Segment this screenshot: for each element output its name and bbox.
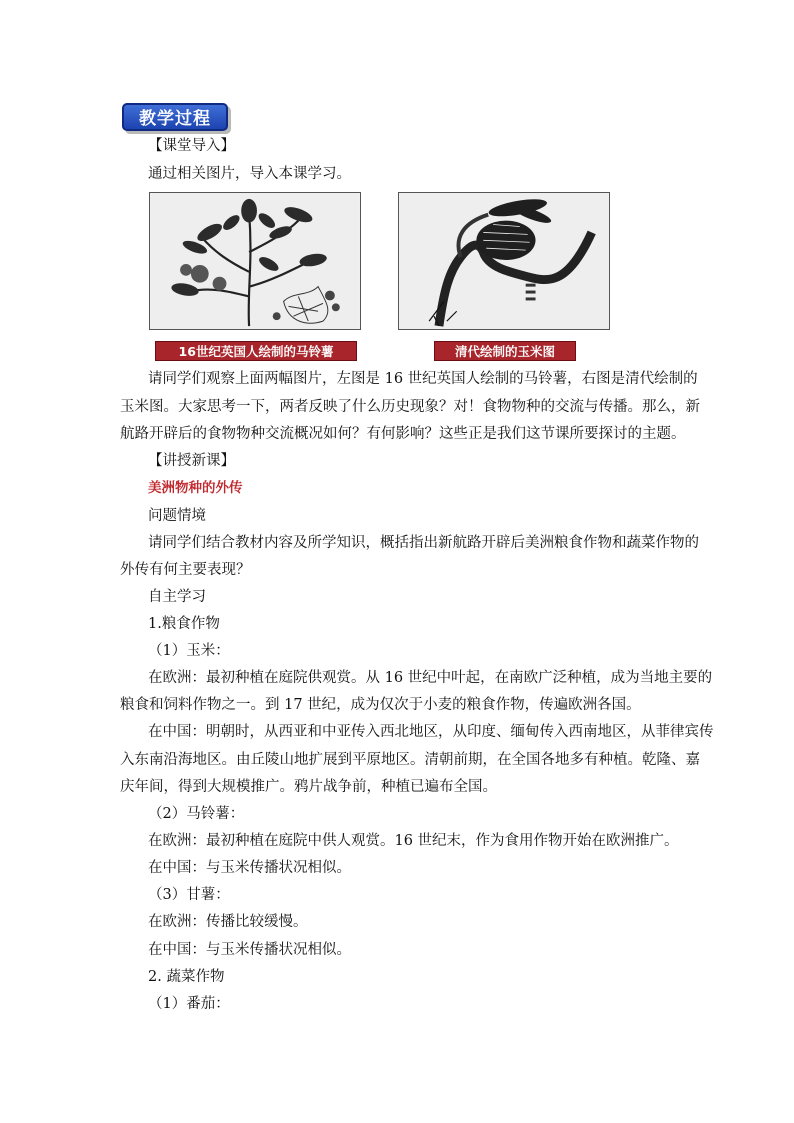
corn-label: （1）玉米： <box>148 643 230 659</box>
potato-plant-image <box>150 193 360 329</box>
intro-heading: 【课堂导入】 <box>148 138 235 154</box>
corn-illustration <box>398 192 610 330</box>
problem-text-line: 请同学们结合教材内容及所学知识，概括指出新航路开辟后美洲粮食作物和蔬菜作物的 <box>148 535 699 551</box>
self-study-label: 自主学习 <box>148 589 206 605</box>
corn-europe-line: 在欧洲：最初种植在庭院供观赏。从 16 世纪中叶起，在南欧广泛种植，成为当地主要的 <box>148 670 713 686</box>
tomato-label: （1）番茄： <box>148 996 230 1012</box>
sweet-potato-label: （3）甘薯： <box>148 887 230 903</box>
grain-heading: 1.粮食作物 <box>148 616 220 632</box>
potato-europe: 在欧洲：最初种植在庭院中供人观赏。16 世纪末，作为食用作物开始在欧洲推广。 <box>148 833 679 849</box>
potato-caption: 16世纪英国人绘制的马铃薯 <box>155 341 357 361</box>
corn-plant-image <box>399 193 609 329</box>
potato-illustration <box>149 192 361 330</box>
topic-title: 美洲物种的外传 <box>148 480 243 496</box>
sweet-potato-china: 在中国：与玉米传播状况相似。 <box>148 942 351 958</box>
potato-china: 在中国：与玉米传播状况相似。 <box>148 860 351 876</box>
potato-label: （2）马铃薯： <box>148 806 245 822</box>
paragraph-line: 玉米图。大家思考一下，两者反映了什么历史现象？对！食物物种的交流与传播。那么，新 <box>120 399 700 415</box>
problem-label: 问题情境 <box>148 508 206 524</box>
corn-china-line: 庆年间，得到大规模推广。鸦片战争前，种植已遍布全国。 <box>120 779 497 795</box>
sweet-potato-europe: 在欧洲：传播比较缓慢。 <box>148 914 308 930</box>
section-banner: 教学过程 <box>122 103 228 131</box>
corn-china-line: 入东南沿海地区。由丘陵山地扩展到平原地区。清朝前期，在全国各地多有种植。乾隆、嘉 <box>120 752 700 768</box>
corn-caption: 清代绘制的玉米图 <box>434 341 576 361</box>
corn-europe-line: 粮食和饲料作物之一。到 17 世纪，成为仅次于小麦的粮食作物，传遍欧洲各国。 <box>120 697 641 713</box>
problem-text-line: 外传有何主要表现？ <box>120 562 251 578</box>
paragraph-line: 请同学们观察上面两幅图片，左图是 16 世纪英国人绘制的马铃薯，右图是清代绘制的 <box>148 371 698 387</box>
corn-china-line: 在中国：明朝时，从西亚和中亚传入西北地区，从印度、缅甸传入西南地区，从菲律宾传 <box>148 724 714 740</box>
intro-text: 通过相关图片，导入本课学习。 <box>148 166 351 182</box>
new-lesson-heading: 【讲授新课】 <box>148 453 235 469</box>
paragraph-line: 航路开辟后的食物物种交流概况如何？有何影响？这些正是我们这节课所要探讨的主题。 <box>120 426 686 442</box>
vegetable-heading: 2. 蔬菜作物 <box>148 969 225 985</box>
